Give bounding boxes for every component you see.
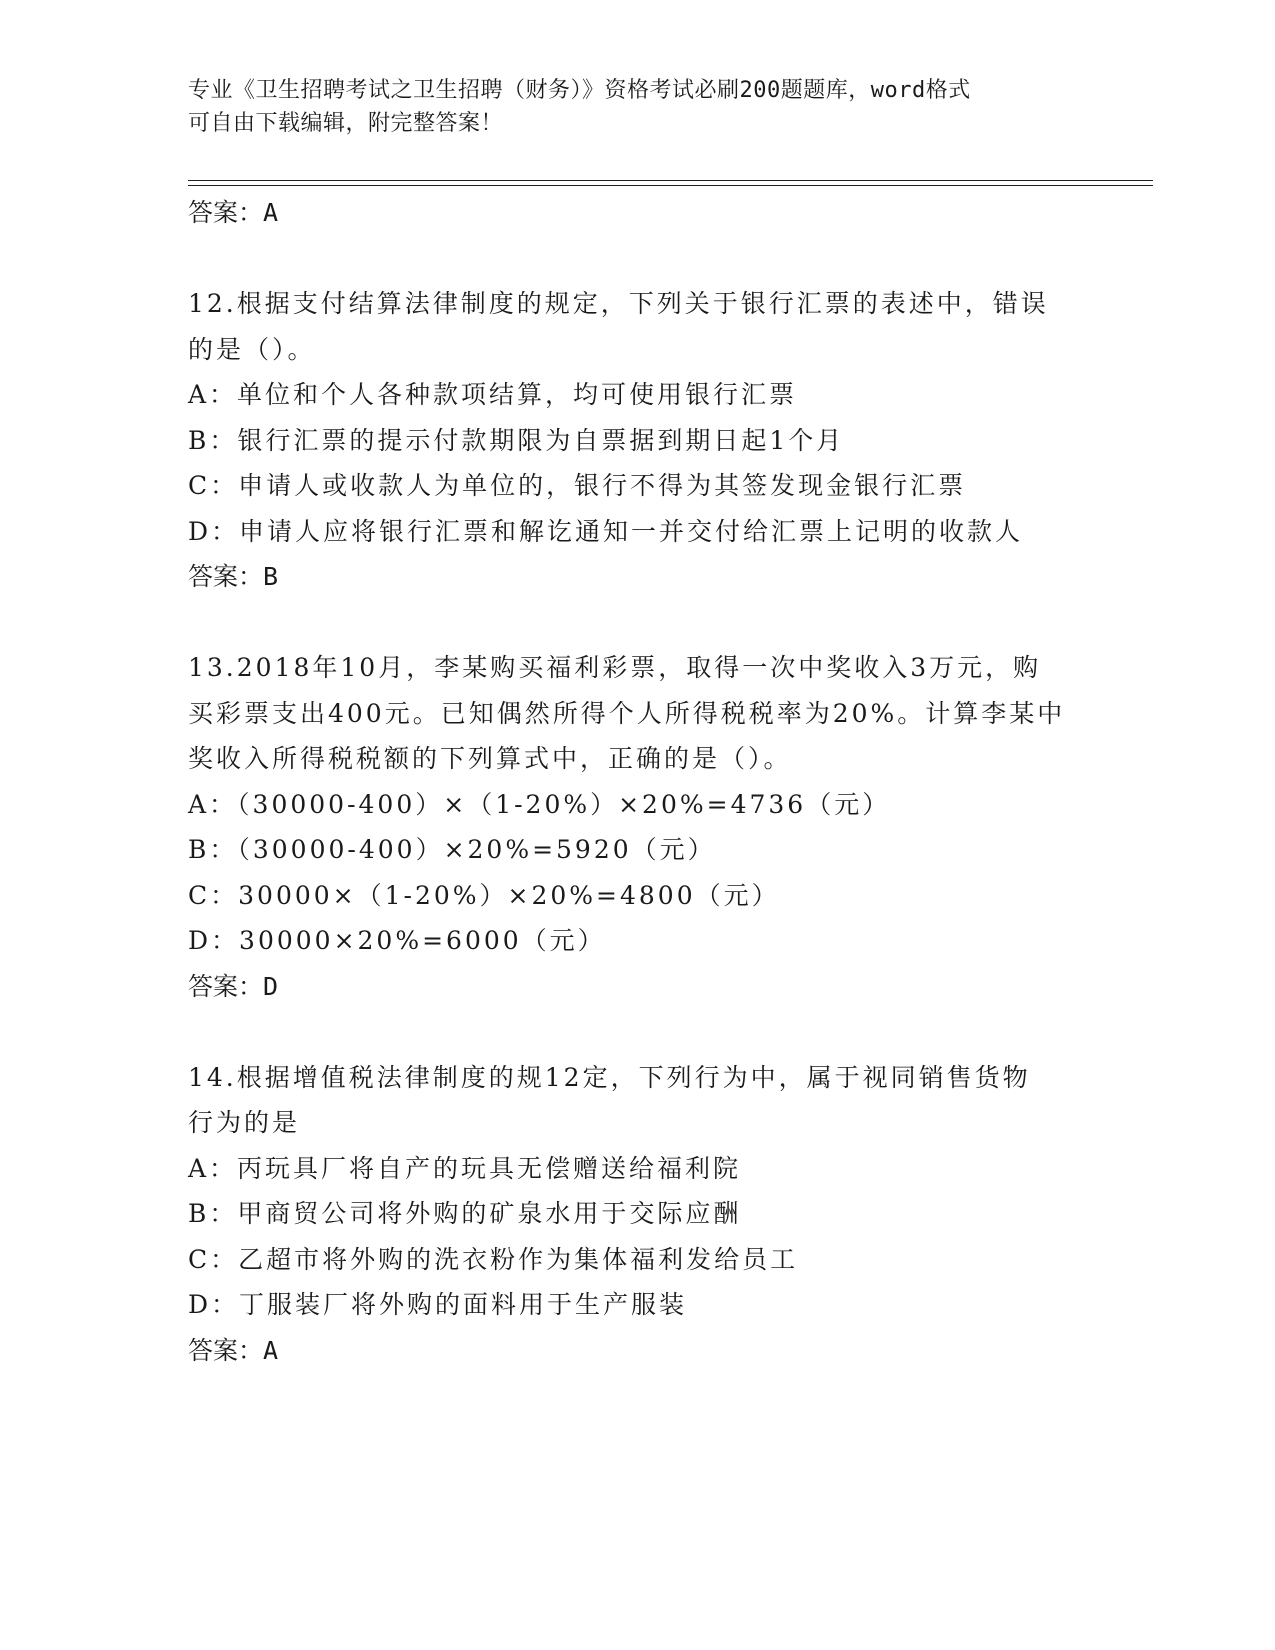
option-d: D：申请人应将银行汇票和解讫通知一并交付给汇票上记明的收款人 bbox=[188, 516, 1024, 546]
question-12 bbox=[188, 281, 1088, 600]
option-d: D：丁服装厂将外购的面料用于生产服装 bbox=[188, 1290, 688, 1319]
question-stem-line: 买彩票支出400元。已知偶然所得个人所得税税率为20%。计算李某中 bbox=[188, 698, 1066, 728]
option-c: C：乙超市将外购的洗衣粉作为集体福利发给员工 bbox=[188, 1244, 799, 1274]
answer-line: 答案：A bbox=[188, 1335, 279, 1365]
question-13 bbox=[188, 645, 1088, 1010]
answer-line: 答案：D bbox=[188, 971, 279, 1001]
option-b: B：（30000-400）×20%=5920（元） bbox=[188, 835, 716, 864]
question-stem-line: 奖收入所得税税额的下列算式中，正确的是（）。 bbox=[188, 744, 792, 773]
header-divider-bottom bbox=[188, 185, 1153, 186]
header-line-1: 专业《卫生招聘考试之卫生招聘（财务）》资格考试必刷200题题库，word格式 bbox=[188, 78, 971, 103]
answer-line: 答案：A bbox=[188, 198, 279, 227]
question-stem-line: 12.根据支付结算法律制度的规定，下列关于银行汇票的表述中，错误 bbox=[188, 289, 1049, 318]
option-d: D：30000×20%=6000（元） bbox=[188, 926, 606, 955]
option-c: C：30000×（1-20%）×20%=4800（元） bbox=[188, 880, 780, 910]
option-a: A：（30000-400）×（1-20%）×20%=4736（元） bbox=[188, 789, 891, 819]
question-14 bbox=[188, 1055, 1088, 1374]
question-stem-line: 14.根据增值税法律制度的规12定，下列行为中，属于视同销售货物 bbox=[188, 1062, 1031, 1092]
document-body bbox=[188, 190, 1088, 1374]
question-stem-line: 的是（）。 bbox=[188, 334, 316, 364]
option-a: A：单位和个人各种款项结算，均可使用银行汇票 bbox=[188, 380, 798, 409]
option-b: B：甲商贸公司将外购的矿泉水用于交际应酬 bbox=[188, 1199, 742, 1228]
header-divider-top bbox=[188, 180, 1153, 181]
header-line-2: 可自由下载编辑，附完整答案！ bbox=[188, 111, 504, 136]
option-c: C：申请人或收款人为单位的，银行不得为其签发现金银行汇票 bbox=[188, 471, 967, 500]
question-stem-line: 13.2018年10月，李某购买福利彩票，取得一次中奖收入3万元，购 bbox=[188, 653, 1042, 682]
option-a: A：丙玩具厂将自产的玩具无偿赠送给福利院 bbox=[188, 1153, 742, 1183]
question-stem-line: 行为的是 bbox=[188, 1108, 301, 1137]
document-header bbox=[188, 74, 1088, 140]
option-b: B：银行汇票的提示付款期限为自票据到期日起1个月 bbox=[188, 425, 845, 455]
answer-line: 答案：B bbox=[188, 562, 279, 591]
